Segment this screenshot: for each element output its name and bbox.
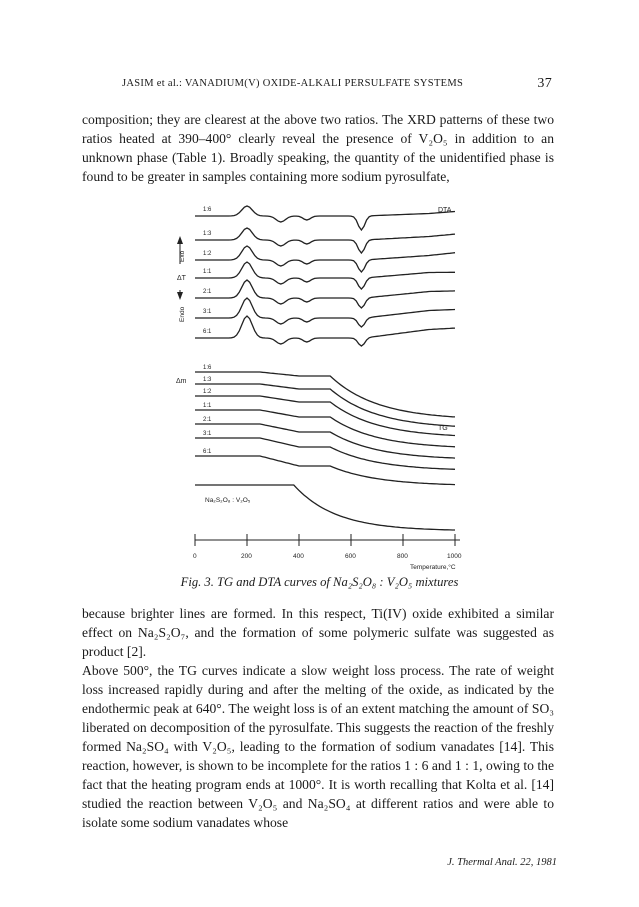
journal-footer: J. Thermal Anal. 22, 1981 [447, 857, 557, 868]
endo-arrowhead [177, 292, 183, 300]
x-tick-label: 600 [345, 553, 356, 560]
dta-curve [195, 206, 455, 230]
tg-curves [195, 365, 455, 530]
dta-curve [195, 298, 455, 327]
dta-label: DTA [438, 207, 452, 214]
tg-curve [195, 456, 455, 485]
tg-ratio-label: 1:6 [203, 365, 212, 371]
delta-m-label: Δm [176, 378, 187, 385]
tg-reference-curve [195, 485, 455, 530]
tg-label: TG [438, 425, 448, 432]
dta-ratio-label: 3:1 [203, 309, 212, 315]
x-tick-label: 1000 [447, 553, 462, 560]
dta-ratio-label: 1:3 [203, 231, 212, 237]
body-paragraph-2 [82, 604, 554, 832]
dta-curve [195, 316, 455, 346]
tg-ratio-label: 1:2 [203, 389, 212, 395]
delta-t-label: ΔT [177, 275, 186, 282]
tg-curve [195, 438, 455, 469]
exo-label: Exo [179, 250, 186, 262]
dta-curve [195, 228, 455, 253]
endo-label: Endo [179, 306, 186, 322]
tg-curve [195, 396, 455, 436]
dta-ratio-label: 1:1 [203, 269, 212, 275]
figure-caption: Fig. 3. TG and DTA curves of Na₂S₂O₈ : V₂O₅ mixtures [180, 575, 459, 589]
dta-ratio-label: 2:1 [203, 289, 212, 295]
exo-arrowhead [177, 236, 183, 244]
dta-curve [195, 246, 455, 272]
dta-curve [195, 262, 455, 289]
paragraph-text: Above 500°, the TG curves indicate a slow weight loss process. The rate of weight loss increased rapidly during and after the melting of the oxide, as indicated by the endothermic peak at 640°. The weight loss is of an extent matching the amount of SO₃ liberated on decomposition of the pyrosulfate. This suggests the reaction of the freshly formed Na₂SO₄ with V₂O₅, leading to the formation of sodium vanadates [14]. This reaction, however, is shown to be incomplete for the ratios 1 : 6 and 1 : 1, owing to the fact that the heating program ends at 1000°. It is worth recalling that Kolta et al. [14] studied the reaction between V₂O₅ and Na₂SO₄ at different ratios and were able to isolate some sodium vanadates whose [82, 663, 554, 830]
tg-ratio-label: 1:3 [203, 377, 212, 383]
tg-ratio-label: 3:1 [203, 431, 212, 437]
x-axis-ticks [193, 534, 462, 560]
dta-ratio-label: 1:2 [203, 251, 212, 257]
x-tick-label: 800 [397, 553, 408, 560]
system-label: Na₂S₂O₈ : V₂O₅ [205, 497, 251, 504]
page-number: 37 [537, 76, 552, 91]
paragraph-text: composition; they are clearest at the above two ratios. The XRD patterns of these two ratios heated at 390–400° clearly reveal the presence of V₂O₅ in addition to an unknown phase (Table 1). Broadly speaking, the quantity of the unidentified phase is found to be greater in samples containing more sodium pyrosulfate, [82, 112, 554, 184]
dta-ratio-label: 6:1 [203, 329, 212, 335]
tg-ratio-label: 6:1 [203, 449, 212, 455]
paragraph-text: because brighter lines are formed. In this respect, Ti(IV) oxide exhibited a similar effect on Na₂S₂O₇, and the formation of some polymeric sulfate was suggested as product [2]. [82, 606, 554, 659]
x-tick-label: 0 [193, 553, 197, 560]
tg-curve [195, 384, 455, 426]
dta-curves [195, 206, 455, 346]
tg-curve [195, 424, 455, 458]
tg-ratio-label: 2:1 [203, 417, 212, 423]
tg-ratio-label: 1:1 [203, 403, 212, 409]
x-tick-label: 200 [241, 553, 252, 560]
x-axis-label: Temperature,°C [410, 564, 456, 571]
tg-curve [195, 410, 455, 447]
running-title: JASIM et al.: VANADIUM(V) OXIDE-ALKALI PERSULFATE SYSTEMS [122, 78, 464, 89]
dta-curve [195, 280, 455, 308]
dta-ratio-label: 1:6 [203, 207, 212, 213]
x-tick-label: 400 [293, 553, 304, 560]
